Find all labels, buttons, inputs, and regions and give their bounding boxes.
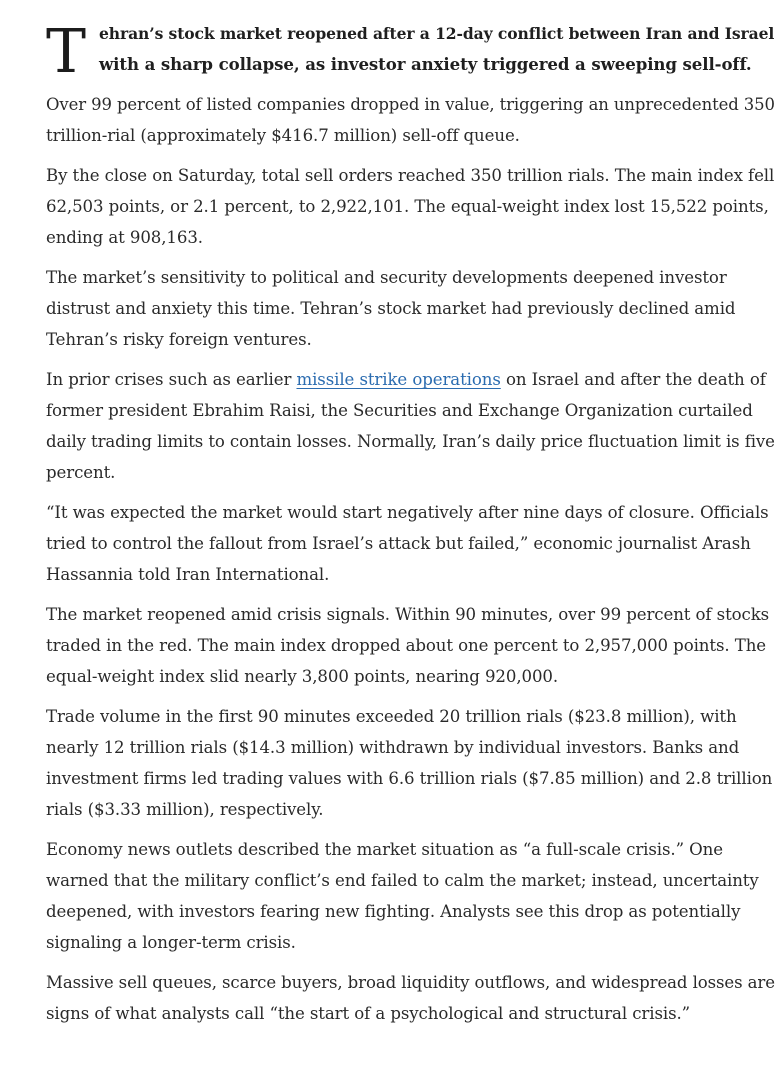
text-line: deepened, with investors fearing new fighting. Analysts see this drop as potentially [46,902,741,921]
lead-text [99,18,775,80]
missile-strike-operations-link[interactable]: missile strike operations [296,370,501,389]
text-segment: In prior crises such as earlier [46,370,297,389]
text-line: daily trading limits to contain losses. Normally, Iran’s daily price fluctuation limit is five [46,432,775,451]
text-line: former president Ebrahim Raisi, the Securities and Exchange Organization curtailed [46,401,753,420]
text-line: nearly 12 trillion rials ($14.3 million) withdrawn by individual investors. Banks and [46,738,740,757]
text-line: Trade volume in the first 90 minutes exceeded 20 trillion rials ($23.8 million), with [46,707,737,726]
text-line: The market’s sensitivity to political and security developments deepened investor [46,268,727,287]
text-line: 62,503 points, or 2.1 percent, to 2,922,101. The equal-weight index lost 15,522 points, [46,197,769,216]
text-line: Economy news outlets described the market situation as “a full-scale crisis.” One [46,840,723,859]
text-line: warned that the military conflict’s end failed to calm the market; instead, uncertainty [46,871,759,890]
lead-line: ehran’s stock market reopened after a 12-day conflict between Iran and Israel [99,24,775,43]
text-line: traded in the red. The main index dropped about one percent to 2,957,000 points. The [46,636,766,655]
paragraph-2 [46,160,775,253]
text-line: By the close on Saturday, total sell orders reached 350 trillion rials. The main index fell [46,166,775,185]
lead-paragraph [46,17,775,87]
paragraph-4 [46,364,775,488]
text-line: investment firms led trading values with 6.6 trillion rials ($7.85 million) and 2.8 trillion [46,769,773,788]
paragraph-9 [46,967,775,1029]
text-line: signaling a longer-term crisis. [46,933,296,952]
paragraph-3 [46,262,761,355]
text-line: “It was expected the market would start negatively after nine days of closure. Officials [46,503,769,522]
text-line: Massive sell queues, scarce buyers, broad liquidity outflows, and widespread losses are [46,973,775,992]
drop-cap: T [46,17,86,87]
text-line: distrust and anxiety this time. Tehran’s stock market had previously declined amid [46,299,736,318]
text-segment: on Israel and after the death of [500,370,766,389]
text-line: percent. [46,463,116,482]
paragraph-5 [46,497,769,590]
text-line: signs of what analysts call “the start of a psychological and structural crisis.” [46,1004,691,1023]
text-line [46,364,766,395]
text-line: rials ($3.33 million), respectively. [46,800,324,819]
paragraph-1 [46,89,775,151]
text-line: Hassannia told Iran International. [46,565,330,584]
text-line: Tehran’s risky foreign ventures. [46,330,312,349]
paragraph-6 [46,599,770,692]
text-line: The market reopened amid crisis signals. Within 90 minutes, over 99 percent of stocks [46,605,770,624]
article-body [46,17,775,1038]
paragraph-8 [46,834,761,958]
text-line: trillion-rial (approximately $416.7 million) sell-off queue. [46,126,520,145]
text-line: equal-weight index slid nearly 3,800 points, nearing 920,000. [46,667,559,686]
text-line: ending at 908,163. [46,228,203,247]
lead-line: with a sharp collapse, as investor anxiety triggered a sweeping sell-off. [99,54,752,74]
text-line: tried to control the fallout from Israel’s attack but failed,” economic journalist Arash [46,534,751,553]
text-line: Over 99 percent of listed companies dropped in value, triggering an unprecedented 350 [46,95,775,114]
paragraph-7 [46,701,773,825]
